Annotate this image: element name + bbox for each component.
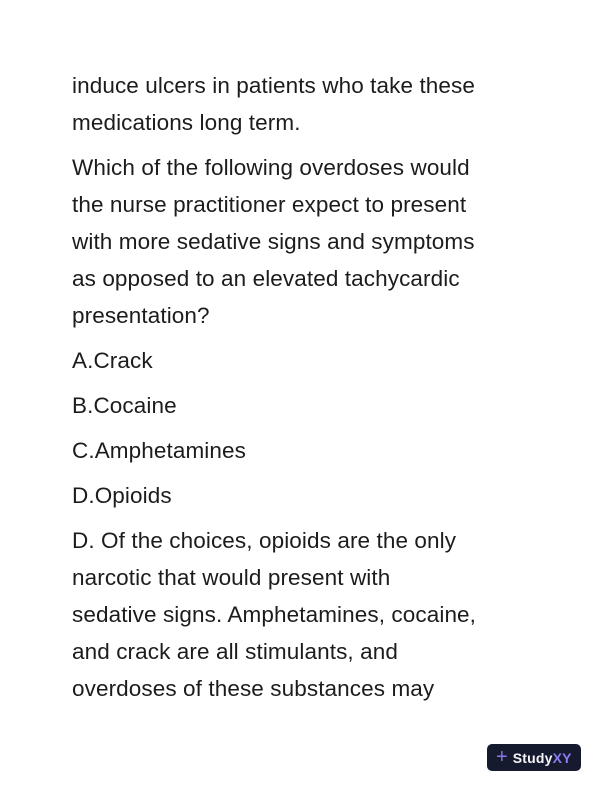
- text-line: D. Of the choices, opioids are the only: [72, 528, 457, 553]
- brand-study-label: Study: [512, 749, 553, 766]
- paragraph-option-b: [72, 387, 554, 424]
- plus-icon: +: [496, 745, 508, 768]
- paragraph-option-a: [72, 342, 554, 379]
- brand-xy-label: XY: [552, 749, 572, 766]
- text-line: and crack are all stimulants, and: [72, 639, 398, 664]
- text-line: medications long term.: [72, 110, 301, 135]
- studyxy-logo-badge: [487, 744, 581, 771]
- paragraph-option-d: [72, 477, 554, 514]
- text-line: Which of the following overdoses would: [72, 155, 470, 180]
- text-line: D.Opioids: [72, 483, 172, 508]
- paragraph-option-c: [72, 432, 554, 469]
- text-line: A.Crack: [72, 348, 153, 373]
- text-line: with more sedative signs and symptoms: [72, 229, 475, 254]
- page-content: [72, 67, 554, 715]
- paragraph-answer-explanation: [72, 522, 554, 707]
- text-line: B.Cocaine: [72, 393, 177, 418]
- paragraph-question: [72, 149, 554, 334]
- text-line: narcotic that would present with: [72, 565, 391, 590]
- text-line: presentation?: [72, 303, 210, 328]
- text-line: C.Amphetamines: [72, 438, 246, 463]
- text-line: sedative signs. Amphetamines, cocaine,: [72, 602, 477, 627]
- text-line: overdoses of these substances may: [72, 676, 435, 701]
- text-line: as opposed to an elevated tachycardic: [72, 266, 460, 291]
- text-line: the nurse practitioner expect to present: [72, 192, 467, 217]
- text-line: induce ulcers in patients who take these: [72, 73, 475, 98]
- paragraph-intro-continuation: [72, 67, 554, 141]
